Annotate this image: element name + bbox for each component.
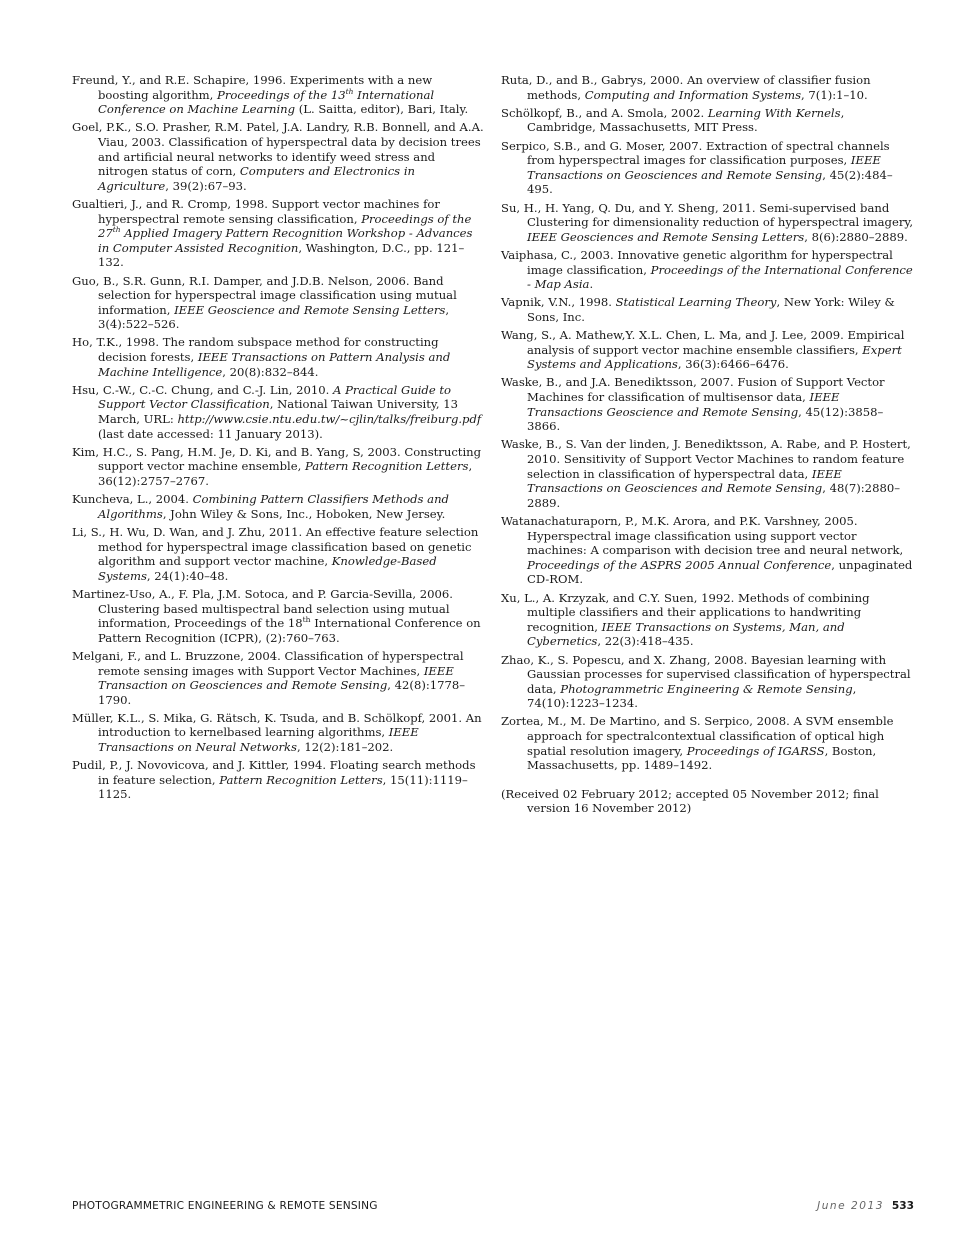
- reference-entry: [501, 248, 915, 292]
- reference-text: Proceedings of IGARSS: [686, 743, 825, 758]
- reference-entry: [501, 375, 915, 433]
- reference-text: Li, S., H. Wu, D. Wan, and J. Zhu, 2011. An effective feature selection method for hyperspectral image classification based on genetic algorithm and support vector machine,: [72, 524, 479, 569]
- reference-text: (L. Saitta, editor), Bari, Italy.: [295, 102, 469, 117]
- reference-text: Müller, K.L., S. Mika, G. Rätsch, K. Tsuda, and B. Schölkopf, 2001. An introduction to kernelbased learning algorithms,: [72, 710, 482, 740]
- reference-text: Gualtieri, J., and R. Cromp, 1998. Support vector machines for hyperspectral remote sensing classification,: [72, 196, 440, 226]
- reference-text: http://www.csie.ntu.edu.tw/~cjlin/talks/freiburg.pdf: [177, 412, 482, 427]
- references-right-column: [501, 73, 915, 828]
- reference-text: (last date accessed: 11 January 2013).: [98, 426, 323, 441]
- reference-text: Computing and Information Systems: [584, 87, 802, 102]
- reference-entry: [72, 73, 486, 117]
- issue-date: June 2013: [817, 1200, 884, 1212]
- reference-text: , Cambridge, Massachusetts, MIT Press.: [527, 105, 845, 135]
- reference-text: Guo, B., S.R. Gunn, R.I. Damper, and J.D.B. Nelson, 2006. Band selection for hyperspectral image classification using mutual information,: [72, 273, 457, 317]
- reference-entry: [72, 274, 486, 332]
- reference-entry: [72, 711, 486, 755]
- reference-text: Statistical Learning Theory: [615, 295, 777, 310]
- reference-text: Hsu, C.-W., C.-C. Chung, and C.-J. Lin, 2010.: [72, 382, 334, 397]
- reference-text: , National Taiwan University, 13 March, URL:: [98, 397, 459, 427]
- reference-text: , New York: Wiley & Sons, Inc.: [527, 295, 895, 324]
- reference-entry: [501, 714, 915, 772]
- reference-entry: [501, 106, 915, 135]
- reference-text: , 15(11):1119–1125.: [98, 772, 468, 802]
- reference-text: Martinez-Uso, A., F. Pla, J.M. Sotoca, and P. Garcia-Sevilla, 2006. Clustering based multispectral band selection using mutual information, Proceedings of the 18: [72, 586, 453, 631]
- reference-entry: [501, 591, 915, 649]
- reference-text: IEEE Transactions on Geosciences and Remote Sensing: [527, 153, 881, 182]
- reference-text: Computers and Electronics in Agriculture: [98, 164, 415, 193]
- reference-text: Zhao, K., S. Popescu, and X. Zhang, 2008. Bayesian learning with Gaussian processes for supervised classification of hyperspectral data,: [501, 652, 911, 696]
- reference-text: IEEE Transactions on Geosciences and Remote Sensing: [527, 466, 842, 496]
- reference-entry: [501, 201, 915, 245]
- reference-text: Melgani, F., and L. Bruzzone, 2004. Classification of hyperspectral remote sensing images with Support Vector Machines,: [72, 648, 464, 678]
- reference-entry: [72, 383, 486, 441]
- reference-text: IEEE Geoscience and Remote Sensing Letters: [174, 302, 446, 317]
- reference-text: Photogrammetric Engineering & Remote Sensing: [560, 681, 853, 696]
- reference-text: , 8(6):2880–2889.: [804, 229, 908, 244]
- reference-text: Schölkopf, B., and A. Smola, 2002.: [501, 105, 708, 120]
- reference-text: Kuncheva, L., 2004.: [72, 492, 193, 507]
- reference-text: IEEE Transactions on Pattern Analysis and Machine Intelligence: [98, 350, 451, 379]
- reference-entry: [72, 587, 486, 645]
- reference-text: , 3(4):522–526.: [98, 302, 450, 332]
- reference-text: IEEE Transactions on Neural Networks: [98, 725, 419, 755]
- reference-text: Xu, L., A. Krzyzak, and C.Y. Suen, 1992. Methods of combining multiple classifiers and their applications to handwriting recognition,: [501, 590, 870, 634]
- reference-entry: [72, 120, 486, 193]
- reference-text: , 12(2):181–202.: [297, 740, 394, 755]
- reference-text: Su, H., H. Yang, Q. Du, and Y. Sheng, 2011. Semi-supervised band Clustering for dimensionality reduction of hyperspectral imagery,: [501, 200, 914, 230]
- reference-text: Proceedings of the International Conference - Map Asia: [527, 262, 913, 292]
- page-footer: [72, 1198, 914, 1216]
- reference-entry: [501, 514, 915, 587]
- reference-text: Pattern Recognition Letters: [219, 772, 383, 787]
- reference-text: th: [345, 86, 354, 96]
- reference-text: A Practical Guide to Support Vector Classification: [98, 382, 452, 412]
- reference-text: IEEE Transactions Geoscience and Remote Sensing: [527, 390, 840, 419]
- reference-text: , 24(1):40–48.: [146, 568, 229, 583]
- reference-entry: [72, 649, 486, 707]
- reference-entry: [72, 492, 486, 521]
- journal-title: PHOTOGRAMMETRIC ENGINEERING & REMOTE SENSING: [72, 1200, 378, 1212]
- reference-entry: [72, 335, 486, 379]
- reference-text: , 20(8):832–844.: [222, 364, 319, 379]
- reference-text: , 39(2):67–93.: [165, 178, 247, 193]
- reference-text: Pudil, P., J. Novovicova, and J. Kittler, 1994. Floating search methods in feature selection,: [72, 758, 476, 787]
- reference-text: Ruta, D., and B., Gabrys, 2000. An overview of classifier fusion methods,: [501, 73, 871, 102]
- received-note: (Received 02 February 2012; accepted 05 November 2012; final version 16 November 2012): [501, 786, 879, 816]
- references-left-column: [72, 73, 486, 806]
- reference-text: Ho, T.K., 1998. The random subspace method for constructing decision forests,: [72, 335, 439, 365]
- reference-entry: [72, 445, 486, 489]
- reference-text: Expert Systems and Applications: [527, 342, 902, 372]
- reference-text: Combining Pattern Classifiers Methods and Algorithms: [98, 492, 449, 521]
- reference-text: Knowledge-Based Systems: [98, 554, 437, 583]
- reference-text: Vapnik, V.N., 1998.: [501, 295, 616, 310]
- reference-text: Zortea, M., M. De Martino, and S. Serpico, 2008. A SVM ensemble approach for spectralcontextual classification of optical high spatial resolution imagery,: [501, 714, 894, 758]
- reference-text: Pattern Recognition Letters: [304, 459, 469, 474]
- reference-text: Watanachaturaporn, P., M.K. Arora, and P.K. Varshney, 2005. Hyperspectral image classification using support vector machines: A comparison with decision tree and neural network,: [501, 513, 904, 558]
- reference-entry: [72, 197, 486, 270]
- reference-text: Proceedings of the ASPRS 2005 Annual Conference: [527, 557, 832, 572]
- reference-text: Waske, B., and J.A. Benediktsson, 2007. Fusion of Support Vector Machines for classification of multisensor data,: [501, 375, 885, 405]
- reference-text: , 45(2):484–495.: [527, 167, 893, 197]
- reference-text: Freund, Y., and R.E. Schapire, 1996. Experiments with a new boosting algorithm,: [72, 73, 433, 102]
- reference-text: , 22(3):418–435.: [597, 634, 694, 649]
- reference-text: , Boston, Massachusetts, pp. 1489–1492.: [527, 743, 877, 773]
- page-number: 533: [891, 1200, 914, 1212]
- reference-entry: [501, 73, 915, 102]
- reference-text: Applied Imagery Pattern Recognition Workshop - Advances in Computer Assisted Recognition: [98, 226, 473, 255]
- reference-entry: [72, 758, 486, 802]
- reference-entry: [501, 653, 915, 711]
- reference-text: Proceedings of the 13: [217, 87, 346, 102]
- reference-entry: [501, 328, 915, 372]
- reference-text: , 42(8):1778–1790.: [98, 678, 466, 707]
- reference-text: , John Wiley & Sons, Inc., Hoboken, New Jersey.: [162, 506, 446, 521]
- reference-text: Vaiphasa, C., 2003. Innovative genetic algorithm for hyperspectral image classification,: [501, 247, 893, 277]
- reference-text: , 36(12):2757–2767.: [98, 459, 473, 488]
- reference-entry: [501, 295, 915, 324]
- reference-entry: [501, 139, 915, 197]
- reference-entry: [501, 437, 915, 510]
- reference-text: International Conference on Pattern Recognition (ICPR), (2):760–763.: [98, 616, 481, 645]
- reference-text: , 7(1):1–10.: [801, 87, 868, 102]
- reference-text: IEEE Transactions on Systems, Man, and Cybernetics: [527, 619, 845, 649]
- reference-text: Kim, H.C., S. Pang, H.M. Je, D. Ki, and B. Yang, S, 2003. Constructing support vector machine ensemble,: [72, 444, 482, 474]
- reference-text: th: [302, 615, 311, 625]
- reference-text: , 48(7):2880–2889.: [527, 481, 900, 510]
- reference-text: Goel, P.K., S.O. Prasher, R.M. Patel, J.A. Landry, R.B. Bonnell, and A.A. Viau, 2003. Classification of hyperspectral data by decision trees and artificial neural networks to identify weed stress and nitrogen status of corn,: [72, 120, 484, 179]
- reference-text: Waske, B., S. Van der linden, J. Benediktsson, A. Rabe, and P. Hostert, 2010. Sensitivity of Support Vector Machines to random feature selection in classification of hyperspectral data,: [501, 437, 911, 481]
- reference-text: Proceedings of the 27: [98, 211, 472, 241]
- reference-text: , 45(12):3858–3866.: [527, 404, 884, 434]
- reference-text: Wang, S., A. Mathew,Y. X.L. Chen, L. Ma, and J. Lee, 2009. Empirical analysis of support vector machine ensemble classifiers,: [501, 328, 905, 357]
- reference-text: Learning With Kernels: [707, 105, 841, 120]
- reference-text: , unpaginated CD-ROM.: [527, 557, 913, 587]
- reference-entry: [72, 525, 486, 583]
- reference-text: IEEE Geosciences and Remote Sensing Letters: [527, 229, 805, 244]
- reference-text: , Washington, D.C., pp. 121–132.: [98, 240, 465, 270]
- reference-text: , 36(3):6466–6476.: [677, 357, 789, 372]
- reference-text: , 74(10):1223–1234.: [527, 681, 857, 711]
- reference-text: IEEE Transaction on Geosciences and Remote Sensing: [98, 663, 454, 693]
- reference-text: .: [589, 277, 594, 292]
- reference-text: International Conference on Machine Learning: [98, 87, 435, 117]
- reference-text: th: [112, 225, 121, 235]
- references-right-list: [501, 73, 915, 773]
- reference-text: Serpico, S.B., and G. Moser, 2007. Extraction of spectral channels from hyperspectral images for classification purposes,: [501, 138, 890, 168]
